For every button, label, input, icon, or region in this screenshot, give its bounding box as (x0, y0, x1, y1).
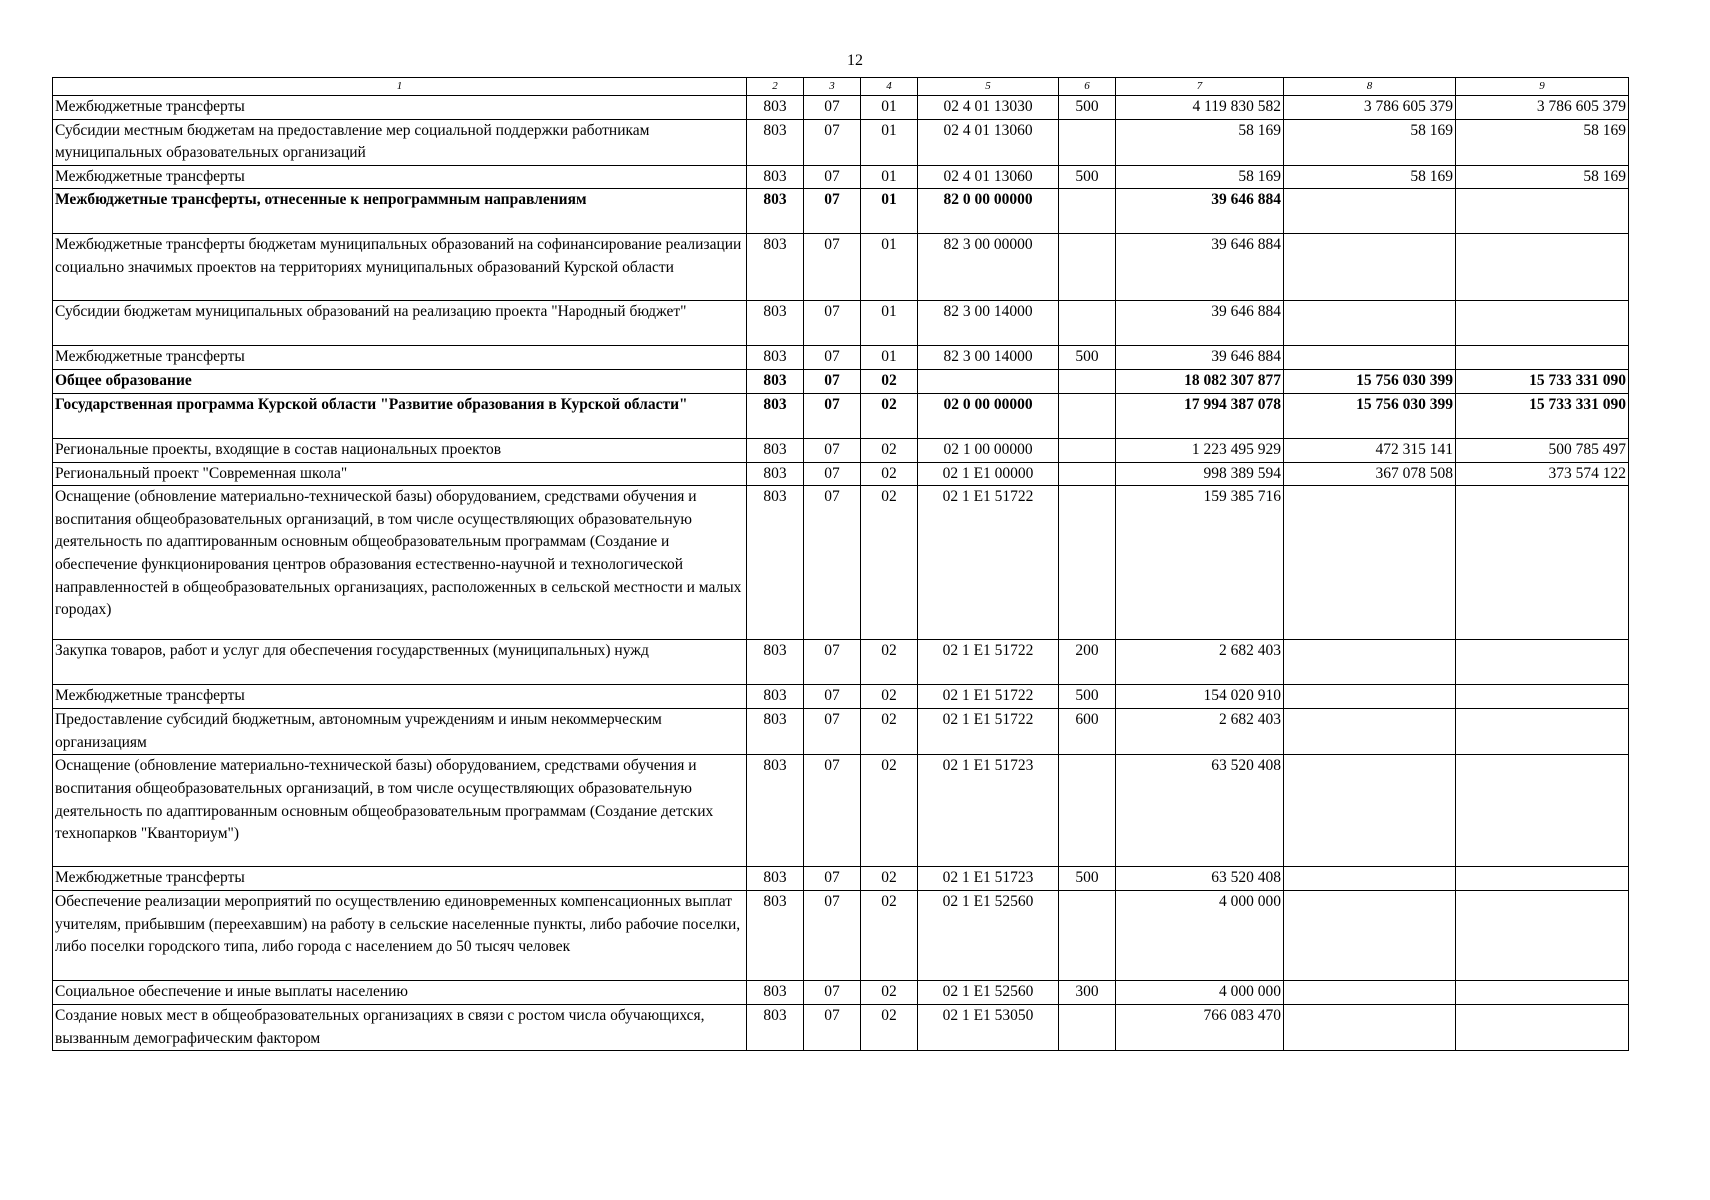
row-code-4-cell: 02 (861, 438, 918, 462)
row-code-5-cell: 02 1 E1 52560 (918, 890, 1059, 980)
row-code-6-cell (1059, 189, 1116, 234)
row-code-2-cell: 803 (747, 438, 804, 462)
row-code-5-cell: 02 4 01 13030 (918, 96, 1059, 120)
row-code-4-cell: 02 (861, 980, 918, 1004)
row-amount-9-cell (1456, 755, 1629, 867)
row-code-6-cell (1059, 462, 1116, 486)
row-amount-7-cell: 39 646 884 (1116, 234, 1284, 301)
row-name-cell: Обеспечение реализации мероприятий по осуществлению единовременных компенсационных выплат учителям, прибывшим (переехавшим) на работу в сельские населенные пункты, либо рабочие поселки, либо поселки городского типа, либо города с населением до 50 тысяч человек (53, 890, 747, 980)
row-code-3-cell: 07 (804, 346, 861, 370)
row-code-4-cell: 01 (861, 96, 918, 120)
row-code-5-cell: 02 1 E1 51722 (918, 685, 1059, 709)
row-code-5-cell: 02 4 01 13060 (918, 165, 1059, 189)
budget-table-body (53, 96, 1629, 1051)
row-amount-8-cell: 58 169 (1284, 119, 1456, 165)
row-code-6-cell: 500 (1059, 867, 1116, 891)
row-code-2-cell: 803 (747, 96, 804, 120)
row-code-6-cell: 200 (1059, 640, 1116, 685)
row-amount-9-cell (1456, 890, 1629, 980)
row-code-6-cell (1059, 890, 1116, 980)
row-name-cell: Межбюджетные трансферты (53, 346, 747, 370)
row-amount-7-cell: 998 389 594 (1116, 462, 1284, 486)
row-name-cell: Региональный проект "Современная школа" (53, 462, 747, 486)
row-amount-9-cell: 15 733 331 090 (1456, 393, 1629, 438)
table-row (53, 119, 1629, 165)
row-code-2-cell: 803 (747, 1004, 804, 1050)
row-amount-8-cell (1284, 709, 1456, 755)
table-row (53, 890, 1629, 980)
table-row (53, 234, 1629, 301)
row-amount-9-cell: 3 786 605 379 (1456, 96, 1629, 120)
row-amount-7-cell: 58 169 (1116, 165, 1284, 189)
row-name-cell: Субсидии бюджетам муниципальных образований на реализацию проекта "Народный бюджет" (53, 301, 747, 346)
row-amount-7-cell: 4 119 830 582 (1116, 96, 1284, 120)
row-code-6-cell: 500 (1059, 96, 1116, 120)
row-amount-7-cell: 4 000 000 (1116, 890, 1284, 980)
row-code-3-cell: 07 (804, 709, 861, 755)
row-code-6-cell: 500 (1059, 165, 1116, 189)
col-header-6: 6 (1059, 78, 1116, 96)
column-number-row (53, 78, 1629, 96)
col-header-2: 2 (747, 78, 804, 96)
table-row (53, 709, 1629, 755)
row-amount-7-cell: 766 083 470 (1116, 1004, 1284, 1050)
col-header-3: 3 (804, 78, 861, 96)
row-code-3-cell: 07 (804, 438, 861, 462)
row-amount-9-cell (1456, 189, 1629, 234)
table-row (53, 438, 1629, 462)
row-amount-9-cell (1456, 685, 1629, 709)
row-code-5-cell: 02 1 E1 52560 (918, 980, 1059, 1004)
row-amount-8-cell (1284, 867, 1456, 891)
row-code-5-cell: 82 3 00 14000 (918, 301, 1059, 346)
col-header-4: 4 (861, 78, 918, 96)
row-amount-8-cell: 367 078 508 (1284, 462, 1456, 486)
col-header-7: 7 (1116, 78, 1284, 96)
row-amount-8-cell: 15 756 030 399 (1284, 370, 1456, 394)
table-row (53, 462, 1629, 486)
row-code-4-cell: 02 (861, 462, 918, 486)
row-amount-8-cell: 3 786 605 379 (1284, 96, 1456, 120)
row-code-2-cell: 803 (747, 301, 804, 346)
table-row (53, 640, 1629, 685)
row-code-5-cell (918, 370, 1059, 394)
row-code-5-cell: 82 3 00 00000 (918, 234, 1059, 301)
row-code-3-cell: 07 (804, 867, 861, 891)
row-code-2-cell: 803 (747, 486, 804, 640)
row-code-3-cell: 07 (804, 393, 861, 438)
row-name-cell: Межбюджетные трансферты бюджетам муниципальных образований на софинансирование реализации социально значимых проектов на территориях муниципальных образований Курской области (53, 234, 747, 301)
row-code-5-cell: 02 0 00 00000 (918, 393, 1059, 438)
row-code-6-cell (1059, 486, 1116, 640)
row-code-2-cell: 803 (747, 867, 804, 891)
row-code-3-cell: 07 (804, 980, 861, 1004)
table-row (53, 867, 1629, 891)
row-name-cell: Закупка товаров, работ и услуг для обеспечения государственных (муниципальных) нужд (53, 640, 747, 685)
row-amount-7-cell: 39 646 884 (1116, 346, 1284, 370)
row-amount-9-cell: 373 574 122 (1456, 462, 1629, 486)
row-name-cell: Региональные проекты, входящие в состав национальных проектов (53, 438, 747, 462)
row-code-6-cell: 500 (1059, 346, 1116, 370)
row-amount-9-cell (1456, 346, 1629, 370)
row-code-4-cell: 02 (861, 370, 918, 394)
budget-table (52, 77, 1629, 1051)
row-code-4-cell: 02 (861, 393, 918, 438)
row-amount-9-cell: 500 785 497 (1456, 438, 1629, 462)
row-code-3-cell: 07 (804, 462, 861, 486)
row-code-5-cell: 82 3 00 14000 (918, 346, 1059, 370)
row-code-4-cell: 01 (861, 189, 918, 234)
table-row (53, 301, 1629, 346)
row-code-4-cell: 01 (861, 165, 918, 189)
row-code-4-cell: 02 (861, 755, 918, 867)
row-amount-8-cell (1284, 234, 1456, 301)
row-code-3-cell: 07 (804, 165, 861, 189)
row-code-6-cell: 600 (1059, 709, 1116, 755)
row-amount-9-cell (1456, 867, 1629, 891)
table-row (53, 346, 1629, 370)
row-name-cell: Оснащение (обновление материально-технической базы) оборудованием, средствами обучения и воспитания общеобразовательных организаций, в том числе осуществляющих образовательную деятельность по адаптированным основным общеобразовательным программам (Создание и обеспечение функционирования центров образования естественно-научной и технологической направленностей в общеобразовательных организациях, расположенных в сельской местности и малых городах) (53, 486, 747, 640)
row-amount-8-cell (1284, 301, 1456, 346)
table-row (53, 980, 1629, 1004)
row-name-cell: Предоставление субсидий бюджетным, автономным учреждениям и иным некоммерческим организациям (53, 709, 747, 755)
table-row (53, 685, 1629, 709)
row-name-cell: Общее образование (53, 370, 747, 394)
row-name-cell: Межбюджетные трансферты (53, 165, 747, 189)
row-amount-7-cell: 1 223 495 929 (1116, 438, 1284, 462)
row-amount-7-cell: 17 994 387 078 (1116, 393, 1284, 438)
row-code-3-cell: 07 (804, 234, 861, 301)
table-row (53, 393, 1629, 438)
row-code-6-cell (1059, 119, 1116, 165)
row-amount-8-cell (1284, 486, 1456, 640)
col-header-1: 1 (53, 78, 747, 96)
row-amount-8-cell (1284, 640, 1456, 685)
row-amount-8-cell (1284, 980, 1456, 1004)
row-code-2-cell: 803 (747, 370, 804, 394)
page-number: 12 (847, 52, 863, 69)
row-code-4-cell: 02 (861, 709, 918, 755)
row-amount-8-cell: 472 315 141 (1284, 438, 1456, 462)
row-code-6-cell (1059, 755, 1116, 867)
row-amount-7-cell: 18 082 307 877 (1116, 370, 1284, 394)
row-name-cell: Государственная программа Курской области "Развитие образования в Курской области" (53, 393, 747, 438)
row-code-4-cell: 02 (861, 685, 918, 709)
row-name-cell: Субсидии местным бюджетам на предоставление мер социальной поддержки работникам муниципальных образовательных организаций (53, 119, 747, 165)
table-row (53, 370, 1629, 394)
row-code-6-cell (1059, 438, 1116, 462)
row-code-2-cell: 803 (747, 119, 804, 165)
row-code-3-cell: 07 (804, 890, 861, 980)
col-header-9: 9 (1456, 78, 1629, 96)
row-code-2-cell: 803 (747, 755, 804, 867)
row-amount-8-cell (1284, 890, 1456, 980)
table-row (53, 486, 1629, 640)
row-name-cell: Оснащение (обновление материально-технической базы) оборудованием, средствами обучения и воспитания общеобразовательных организаций, в том числе осуществляющих образовательную деятельность по адаптированным основным общеобразовательным программам (Создание детских технопарков "Кванториум") (53, 755, 747, 867)
row-amount-7-cell: 39 646 884 (1116, 189, 1284, 234)
row-name-cell: Межбюджетные трансферты (53, 867, 747, 891)
row-amount-7-cell: 159 385 716 (1116, 486, 1284, 640)
row-amount-9-cell (1456, 980, 1629, 1004)
row-code-6-cell (1059, 1004, 1116, 1050)
row-code-4-cell: 02 (861, 640, 918, 685)
row-code-5-cell: 02 1 E1 00000 (918, 462, 1059, 486)
row-code-5-cell: 02 1 E1 53050 (918, 1004, 1059, 1050)
row-code-6-cell (1059, 393, 1116, 438)
row-amount-9-cell (1456, 640, 1629, 685)
row-amount-7-cell: 63 520 408 (1116, 755, 1284, 867)
row-code-4-cell: 01 (861, 301, 918, 346)
row-code-2-cell: 803 (747, 165, 804, 189)
row-code-4-cell: 02 (861, 890, 918, 980)
row-code-5-cell: 02 1 E1 51723 (918, 867, 1059, 891)
row-name-cell: Межбюджетные трансферты (53, 685, 747, 709)
row-code-3-cell: 07 (804, 301, 861, 346)
col-header-5: 5 (918, 78, 1059, 96)
row-name-cell: Межбюджетные трансферты, отнесенные к непрограммным направлениям (53, 189, 747, 234)
row-amount-7-cell: 4 000 000 (1116, 980, 1284, 1004)
row-amount-8-cell: 15 756 030 399 (1284, 393, 1456, 438)
row-amount-9-cell (1456, 1004, 1629, 1050)
row-code-6-cell: 300 (1059, 980, 1116, 1004)
row-code-2-cell: 803 (747, 980, 804, 1004)
row-amount-7-cell: 58 169 (1116, 119, 1284, 165)
row-code-4-cell: 01 (861, 119, 918, 165)
row-code-6-cell (1059, 234, 1116, 301)
row-code-2-cell: 803 (747, 640, 804, 685)
row-code-2-cell: 803 (747, 393, 804, 438)
row-code-3-cell: 07 (804, 119, 861, 165)
row-amount-9-cell (1456, 486, 1629, 640)
row-amount-8-cell (1284, 189, 1456, 234)
row-amount-8-cell (1284, 1004, 1456, 1050)
row-amount-8-cell (1284, 346, 1456, 370)
row-code-6-cell (1059, 370, 1116, 394)
row-code-2-cell: 803 (747, 890, 804, 980)
row-code-5-cell: 02 1 E1 51722 (918, 486, 1059, 640)
row-code-3-cell: 07 (804, 685, 861, 709)
row-code-4-cell: 01 (861, 346, 918, 370)
row-name-cell: Социальное обеспечение и иные выплаты населению (53, 980, 747, 1004)
row-code-2-cell: 803 (747, 189, 804, 234)
row-code-3-cell: 07 (804, 640, 861, 685)
table-row (53, 189, 1629, 234)
table-row (53, 96, 1629, 120)
row-amount-7-cell: 2 682 403 (1116, 709, 1284, 755)
row-code-4-cell: 02 (861, 867, 918, 891)
row-code-4-cell: 01 (861, 234, 918, 301)
row-code-5-cell: 02 4 01 13060 (918, 119, 1059, 165)
table-row (53, 755, 1629, 867)
row-name-cell: Межбюджетные трансферты (53, 96, 747, 120)
row-amount-9-cell (1456, 301, 1629, 346)
row-code-4-cell: 02 (861, 486, 918, 640)
row-amount-8-cell: 58 169 (1284, 165, 1456, 189)
row-code-4-cell: 02 (861, 1004, 918, 1050)
row-code-3-cell: 07 (804, 370, 861, 394)
row-amount-8-cell (1284, 755, 1456, 867)
row-code-5-cell: 02 1 E1 51722 (918, 709, 1059, 755)
row-amount-7-cell: 154 020 910 (1116, 685, 1284, 709)
row-code-5-cell: 02 1 E1 51723 (918, 755, 1059, 867)
row-code-6-cell: 500 (1059, 685, 1116, 709)
table-row (53, 1004, 1629, 1050)
row-code-5-cell: 02 1 E1 51722 (918, 640, 1059, 685)
row-code-2-cell: 803 (747, 685, 804, 709)
row-amount-9-cell (1456, 709, 1629, 755)
row-code-3-cell: 07 (804, 189, 861, 234)
row-amount-9-cell (1456, 234, 1629, 301)
row-code-3-cell: 07 (804, 486, 861, 640)
row-amount-9-cell: 58 169 (1456, 165, 1629, 189)
row-code-2-cell: 803 (747, 709, 804, 755)
row-code-3-cell: 07 (804, 1004, 861, 1050)
col-header-8: 8 (1284, 78, 1456, 96)
row-amount-9-cell: 15 733 331 090 (1456, 370, 1629, 394)
row-code-6-cell (1059, 301, 1116, 346)
row-amount-7-cell: 2 682 403 (1116, 640, 1284, 685)
row-name-cell: Создание новых мест в общеобразовательных организациях в связи с ростом числа обучающихся, вызванным демографическим фактором (53, 1004, 747, 1050)
row-code-3-cell: 07 (804, 96, 861, 120)
row-code-2-cell: 803 (747, 234, 804, 301)
row-amount-8-cell (1284, 685, 1456, 709)
row-amount-7-cell: 63 520 408 (1116, 867, 1284, 891)
row-code-5-cell: 82 0 00 00000 (918, 189, 1059, 234)
row-amount-7-cell: 39 646 884 (1116, 301, 1284, 346)
row-code-2-cell: 803 (747, 346, 804, 370)
row-code-2-cell: 803 (747, 462, 804, 486)
row-code-5-cell: 02 1 00 00000 (918, 438, 1059, 462)
row-amount-9-cell: 58 169 (1456, 119, 1629, 165)
table-row (53, 165, 1629, 189)
row-code-3-cell: 07 (804, 755, 861, 867)
